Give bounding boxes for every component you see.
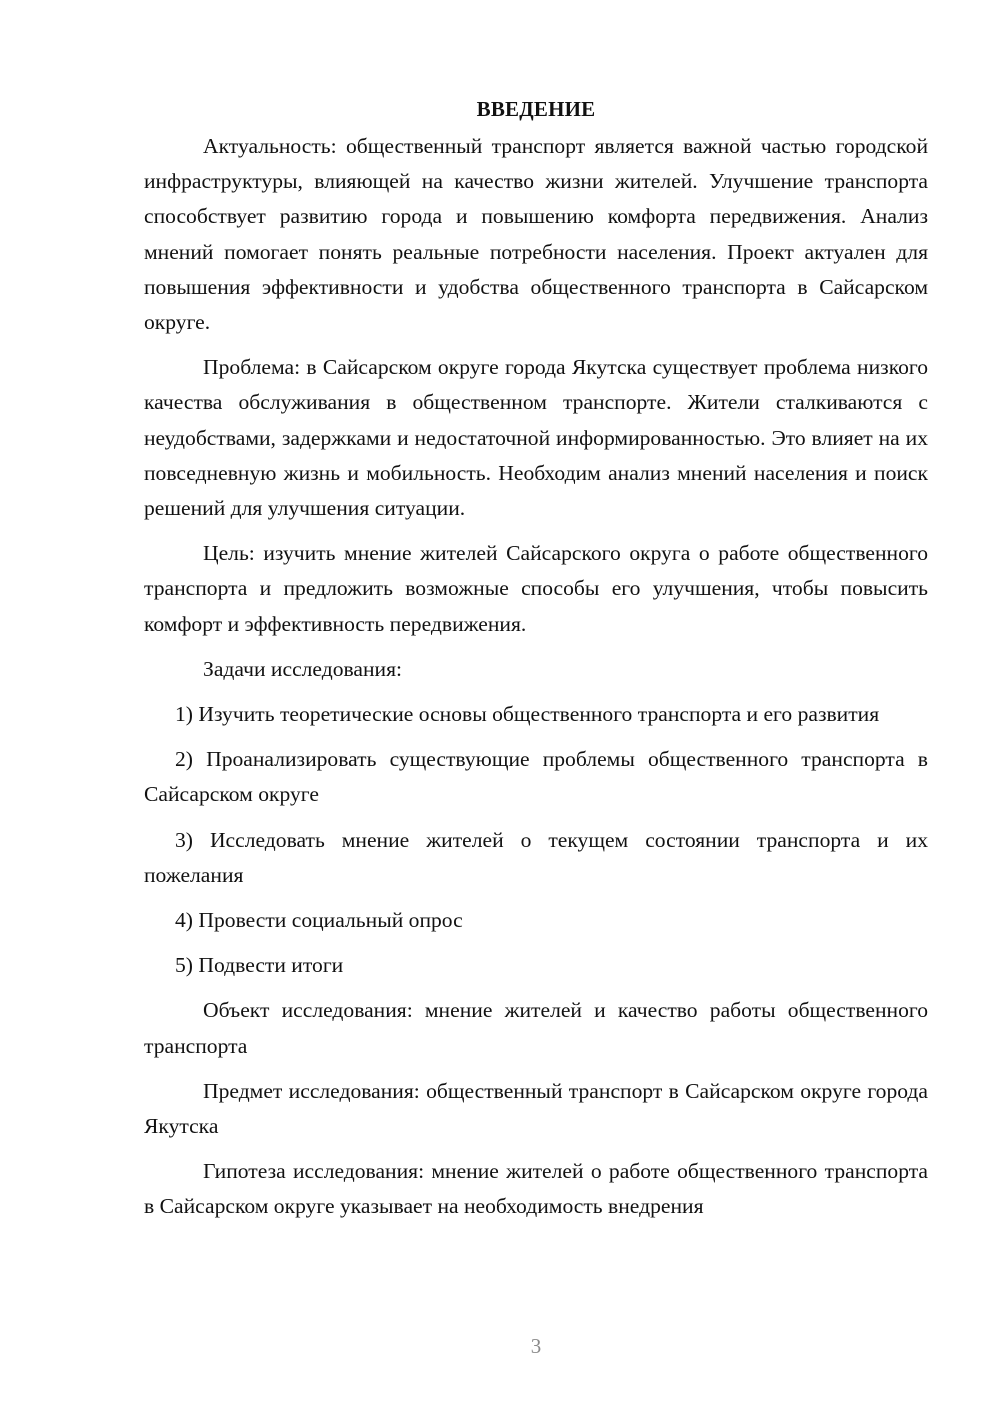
task-item-3: 3) Исследовать мнение жителей о текущем состоянии транспорта и их пожелания [144, 827, 928, 887]
task-item-5: 5) Подвести итоги [175, 953, 344, 978]
paragraph-problem: Проблема: в Сайсарском округе города Якутска существует проблема низкого качества обслуживания в общественном транспорте. Жители сталкиваются с неудобствами, задержками и недостаточной информированностью. Это влияет на их повседневную жизнь и мобильность. Необходим анализ мнений населения и поиск решений для улучшения ситуации. [144, 355, 928, 521]
task-item-4: 4) Провести социальный опрос [175, 908, 463, 933]
task-item-2: 2) Проанализировать существующие проблемы общественного транспорта в Сайсарском округе [144, 747, 928, 807]
section-heading: ВВЕДЕНИЕ [476, 97, 596, 121]
paragraph-tasks-title: Задачи исследования: [203, 656, 403, 681]
page-number: 3 [530, 1334, 542, 1358]
paragraph-object: Объект исследования: мнение жителей и качество работы общественного транспорта [144, 998, 928, 1058]
paragraph-goal: Цель: изучить мнение жителей Сайсарского округа о работе общественного транспорта и предложить возможные способы его улучшения, чтобы повысить комфорт и эффективность передвижения. [144, 541, 928, 636]
document-body [144, 92, 928, 1235]
paragraph-hypothesis: Гипотеза исследования: мнение жителей о работе общественного транспорта в Сайсарском округе указывает на необходимость внедрения [144, 1159, 928, 1219]
task-item-1: 1) Изучить теоретические основы общественного транспорта и его развития [175, 702, 880, 727]
paragraph-subject: Предмет исследования: общественный транспорт в Сайсарском округе города Якутска [144, 1078, 928, 1139]
paragraph-relevance: Актуальность: общественный транспорт является важной частью городской инфраструктуры, влияющей на качество жизни жителей. Улучшение транспорта способствует развитию города и повышению комфорта передвижения. Анализ мнений помогает понять реальные потребности населения. Проект актуален для повышения эффективности и удобства общественного транспорта в Сайсарском округе. [144, 134, 928, 335]
